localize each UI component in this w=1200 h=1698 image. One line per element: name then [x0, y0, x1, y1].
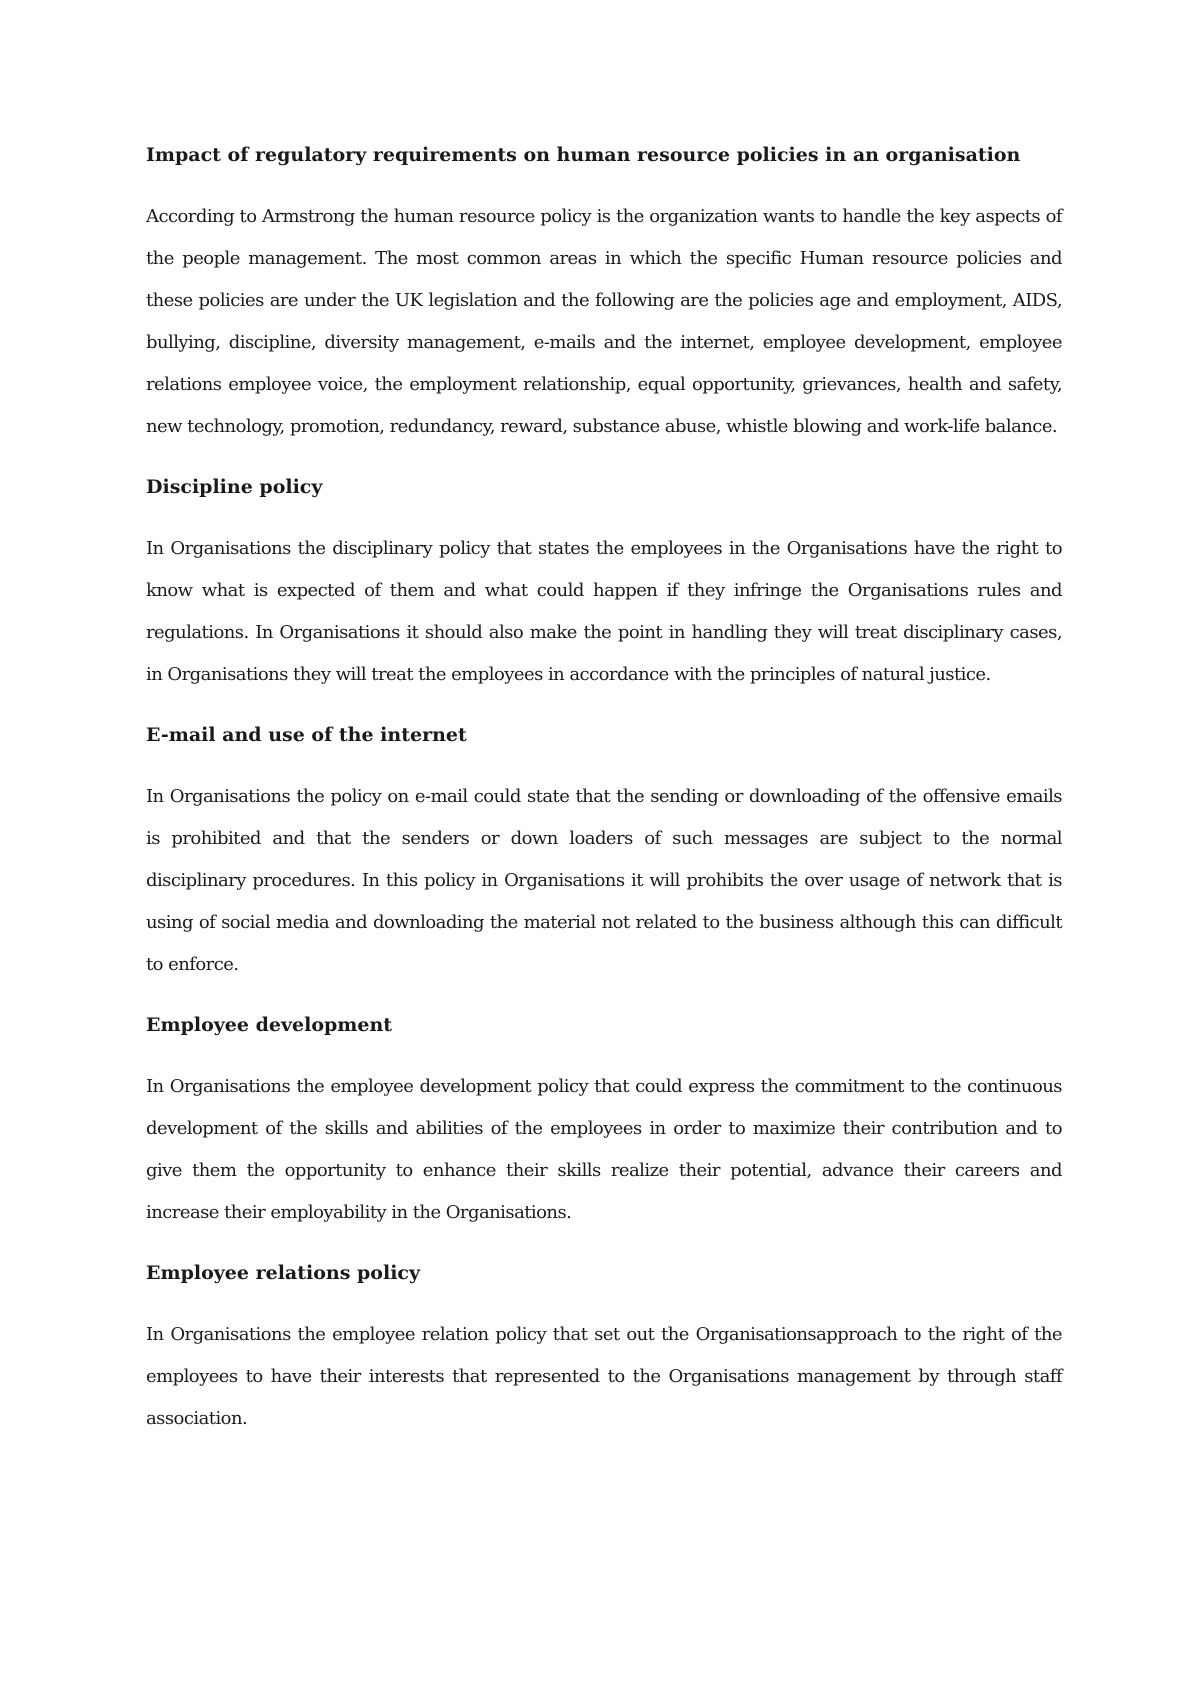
document-body	[146, 134, 1062, 1440]
section-heading-employee-relations: Employee relations policy	[146, 1262, 421, 1284]
section-heading-email-internet: E-mail and use of the internet	[146, 724, 467, 746]
section-body-discipline: In Organisations the disciplinary policy that states the employees in the Organisations have the right to know what is expected of them and what could happen if they infringe the Organisations rules and regulations. In Organisations it should also make the point in handling they will treat disciplinary cases, in Organisations they will treat the employees in accordance with the principles of natural justice.	[146, 538, 1062, 685]
intro-paragraph: According to Armstrong the human resource policy is the organization wants to handle the key aspects of the people management. The most common areas in which the specific Human resource policies and these policies are under the UK legislation and the following are the policies age and employment, AIDS, bullying, discipline, diversity management, e-mails and the internet, employee development, employee relations employee voice, the employment relationship, equal opportunity, grievances, health and safety, new technology, promotion, redundancy, reward, substance abuse, whistle blowing and work-life balance.	[146, 206, 1062, 437]
section-body-email-internet: In Organisations the policy on e-mail could state that the sending or downloading of the offensive emails is prohibited and that the senders or down loaders of such messages are subject to the normal disciplinary procedures. In this policy in Organisations it will prohibits the over usage of network that is using of social media and downloading the material not related to the business although this can difficult to enforce.	[146, 786, 1062, 975]
section-body-employee-development: In Organisations the employee development policy that could express the commitment to the continuous development of the skills and abilities of the employees in order to maximize their contribution and to give them the opportunity to enhance their skills realize their potential, advance their careers and increase their employability in the Organisations.	[146, 1076, 1062, 1223]
section-heading-discipline: Discipline policy	[146, 476, 323, 498]
section-body-employee-relations: In Organisations the employee relation policy that set out the Organisationsapproach to the right of the employees to have their interests that represented to the Organisations management by through staff association.	[146, 1324, 1062, 1429]
section-heading-employee-development: Employee development	[146, 1014, 393, 1036]
document-title: Impact of regulatory requirements on human resource policies in an organisation	[146, 144, 1021, 166]
